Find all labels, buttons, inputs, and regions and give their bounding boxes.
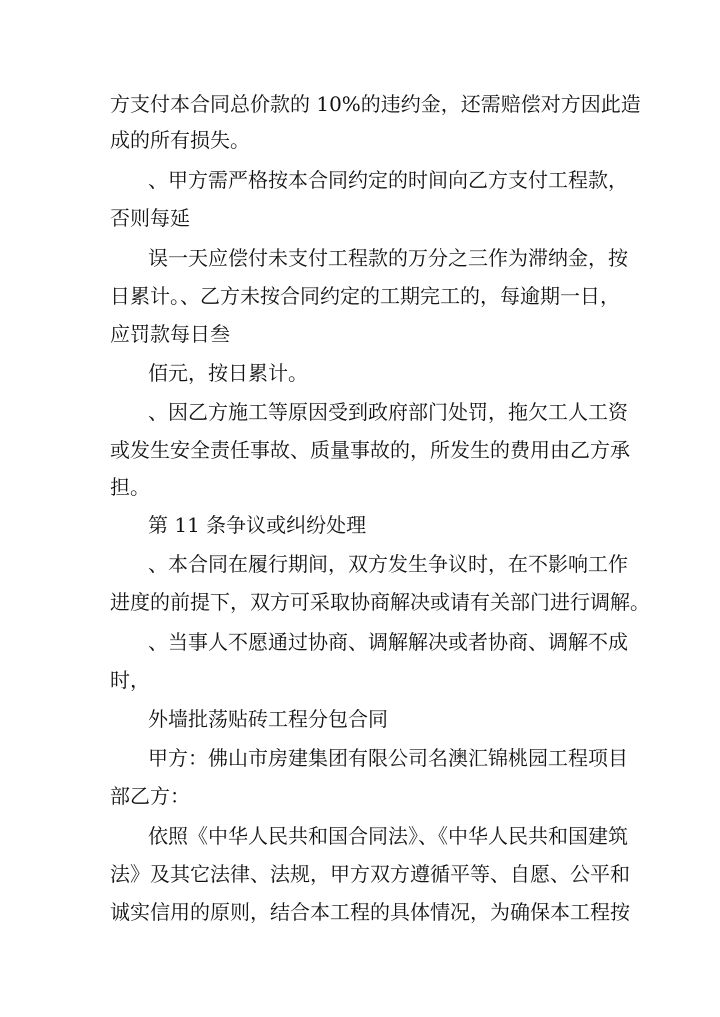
- text-line: 甲方：佛山市房建集团有限公司名澳汇锦桃园工程项目: [148, 746, 628, 770]
- text-line: 、当事人不愿通过协商、调解解决或者协商、调解不成: [148, 630, 628, 654]
- text-line: 成的所有损失。: [110, 128, 250, 152]
- text-line: 法》及其它法律、法规，甲方双方遵循平等、自愿、公平和: [110, 862, 630, 886]
- text-line: 诚实信用的原则，结合本工程的具体情况，为确保本工程按: [110, 900, 630, 924]
- text-line: 或发生安全责任事故、质量事故的，所发生的费用由乙方承: [110, 438, 630, 462]
- contract-title: 外墙批荡贴砖工程分包合同: [148, 707, 388, 731]
- text-line: 误一天应偿付未支付工程款的万分之三作为滞纳金，按: [148, 246, 628, 270]
- text-line: 时，: [110, 668, 150, 692]
- section-heading: 第 11 条争议或纠纷处理: [148, 513, 367, 537]
- text-line: 佰元，按日累计。: [148, 361, 308, 385]
- text-line: 应罚款每日叁: [110, 322, 230, 346]
- text-line: 部乙方：: [110, 784, 190, 808]
- text-line: 方支付本合同总价款的 10%的违约金，还需赔偿对方因此造: [110, 92, 641, 116]
- text-line: 担。: [110, 475, 150, 499]
- text-line: 日累计。、乙方未按合同约定的工期完工的，每逾期一日，: [110, 284, 620, 308]
- text-line: 依照《中华人民共和国合同法》、《中华人民共和国建筑: [148, 824, 628, 848]
- text-line: 、本合同在履行期间，双方发生争议时，在不影响工作: [148, 552, 628, 576]
- text-line: 进度的前提下，双方可采取协商解决或请有关部门进行调解。: [110, 590, 650, 614]
- text-line: 、甲方需严格按本合同约定的时间向乙方支付工程款，: [148, 168, 628, 192]
- text-line: 、因乙方施工等原因受到政府部门处罚，拖欠工人工资: [148, 400, 628, 424]
- text-line: 否则每延: [110, 206, 190, 230]
